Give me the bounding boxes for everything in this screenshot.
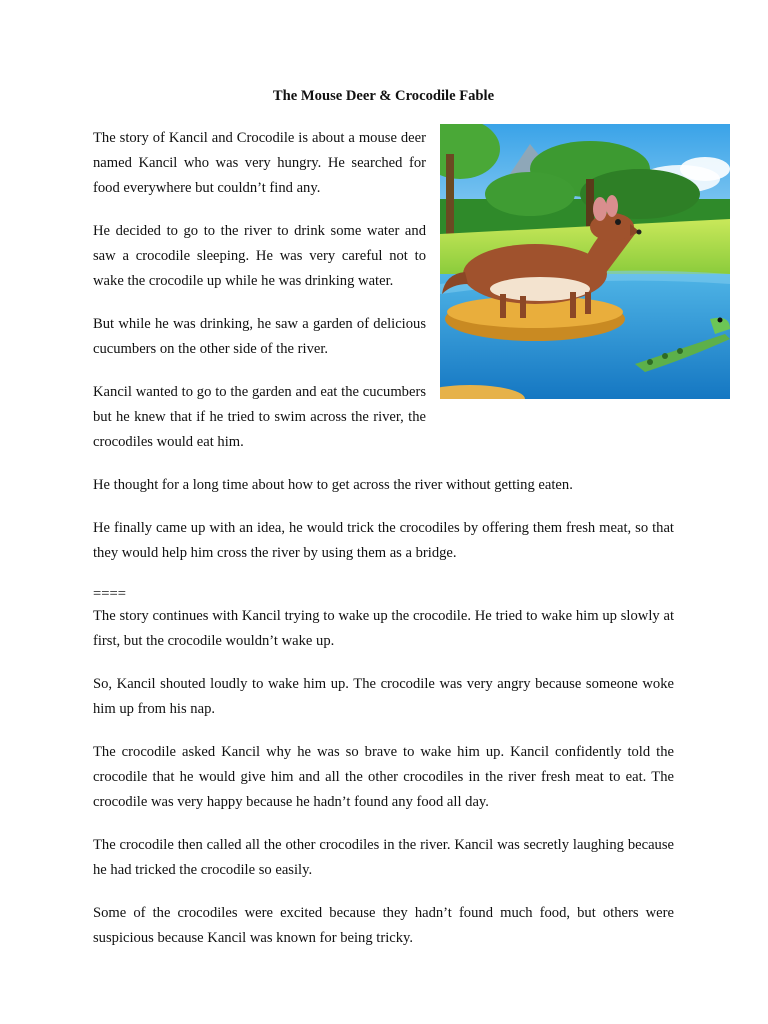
paragraph: He decided to go to the river to drink some water and saw a crocodile sleeping. He was very careful not to wake the crocodile up while he was drinking water. — [93, 223, 426, 289]
mouse-deer-illustration — [440, 124, 730, 399]
paragraph: The crocodile asked Kancil why he was so brave to wake him up. Kancil confidently told the crocodile that he would give him and all the other crocodiles in the river fresh meat to eat. The crocodile was very happy because he hadn’t found any food all day. — [93, 744, 674, 810]
paragraph: The crocodile then called all the other crocodiles in the river. Kancil was secretly laughing because he had tricked the crocodile so easily. — [93, 837, 674, 878]
paragraph: He thought for a long time about how to get across the river without getting eaten. — [93, 477, 573, 493]
section-separator: ==== — [93, 586, 126, 602]
paragraph: The story continues with Kancil trying to wake up the crocodile. He tried to wake him up slowly at first, but the crocodile wouldn’t wake up. — [93, 608, 674, 649]
paragraph: He finally came up with an idea, he would trick the crocodiles by offering them fresh meat, so that they would help him cross the river by using them as a bridge. — [93, 520, 674, 561]
paragraph: The story of Kancil and Crocodile is about a mouse deer named Kancil who was very hungry. He searched for food everywhere but couldn’t find any. — [93, 130, 426, 196]
paragraph: So, Kancil shouted loudly to wake him up. The crocodile was very angry because someone woke him up from his nap. — [93, 676, 674, 717]
page-title: The Mouse Deer & Crocodile Fable — [272, 88, 495, 104]
paragraph: But while he was drinking, he saw a garden of delicious cucumbers on the other side of the river. — [93, 316, 426, 357]
paragraph: Some of the crocodiles were excited because they hadn’t found much food, but others were suspicious because Kancil was known for being tricky. — [93, 905, 674, 946]
document-body — [93, 86, 674, 951]
paragraph: Kancil wanted to go to the garden and eat the cucumbers but he knew that if he tried to swim across the river, the crocodiles would eat him. — [93, 384, 426, 450]
